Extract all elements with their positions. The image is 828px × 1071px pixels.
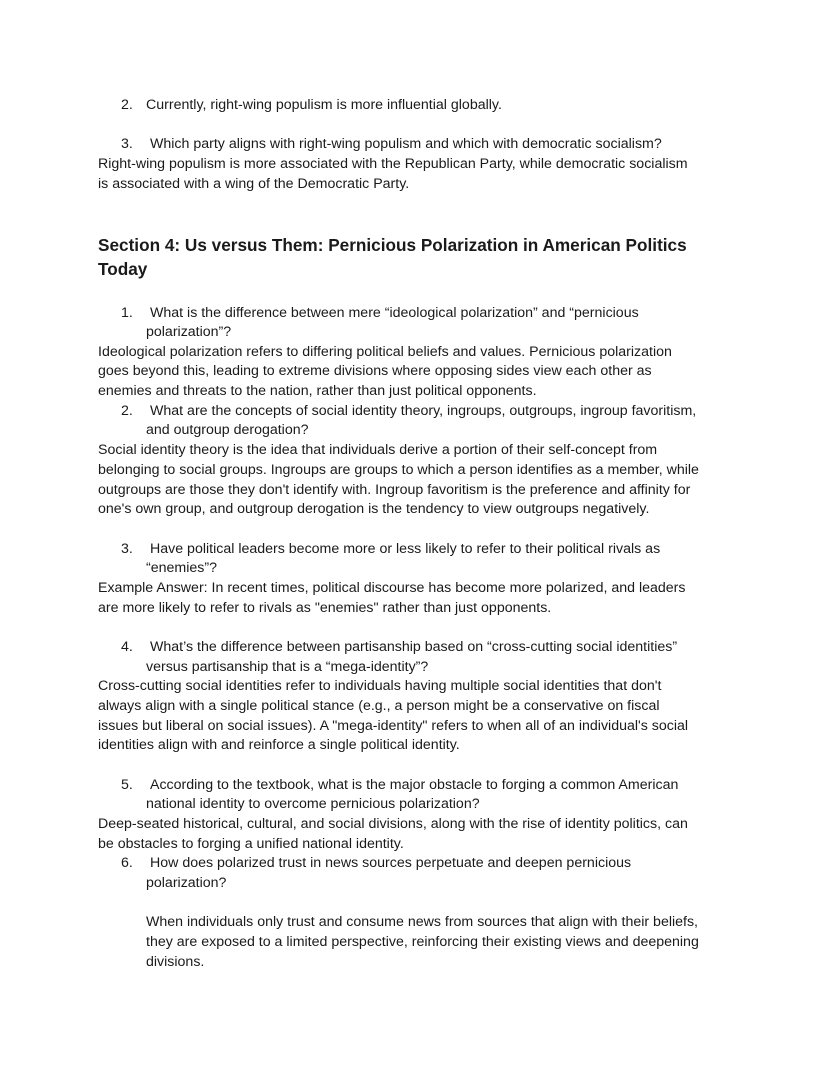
question-text: versus partisanship that is a “mega-identity”? xyxy=(146,659,429,675)
question-text: According to the textbook, what is the major obstacle to forging a common American xyxy=(150,777,679,793)
answer-text: divisions. xyxy=(146,954,205,970)
item-number: 3. xyxy=(121,136,133,152)
question-text: national identity to overcome pernicious polarization? xyxy=(146,796,480,812)
answer-text: they are exposed to a limited perspective, reinforcing their existing views and deepening xyxy=(146,934,699,950)
answer-text: issues but liberal on social issues). A "mega-identity" refers to when all of an individual's social xyxy=(98,718,689,734)
question-text: “enemies”? xyxy=(146,560,217,576)
answer-text: Deep-seated historical, cultural, and social divisions, along with the rise of identity politics, can xyxy=(98,816,688,832)
question-text: How does polarized trust in news sources perpetuate and deepen pernicious xyxy=(150,855,632,871)
question-text: polarization”? xyxy=(146,324,232,340)
answer-text: are more likely to refer to rivals as "enemies" rather than just opponents. xyxy=(98,600,552,616)
answer-text: Currently, right-wing populism is more influential globally. xyxy=(146,97,502,113)
answer-text: Example Answer: In recent times, political discourse has become more polarized, and leaders xyxy=(98,580,686,596)
answer-text: When individuals only trust and consume news from sources that align with their beliefs, xyxy=(146,914,699,930)
answer-text: Ideological polarization refers to differing political beliefs and values. Pernicious polarization xyxy=(98,344,672,360)
question-text: What is the difference between mere “ideological polarization” and “pernicious xyxy=(150,305,639,321)
answer-text: identities align with and reinforce a single political identity. xyxy=(98,737,460,753)
item-number: 4. xyxy=(121,639,133,655)
answer-text: enemies and threats to the nation, rather than just political opponents. xyxy=(98,383,537,399)
answer-text: is associated with a wing of the Democratic Party. xyxy=(98,176,410,192)
answer-text: outgroups are those they don't identify with. Ingroup favoritism is the preference and affinity for xyxy=(98,482,691,498)
section-heading: Section 4: Us versus Them: Pernicious Polarization in American Politics xyxy=(98,235,687,255)
item-number: 2. xyxy=(121,97,133,113)
item-number: 1. xyxy=(121,305,133,321)
answer-text: be obstacles to forging a unified national identity. xyxy=(98,836,404,852)
item-number: 6. xyxy=(121,855,133,871)
answer-text: belonging to social groups. Ingroups are groups to which a person identifies as a member, while xyxy=(98,462,699,478)
question-text: Which party aligns with right-wing populism and which with democratic socialism? xyxy=(150,136,662,152)
question-text: What’s the difference between partisanship based on “cross-cutting social identities” xyxy=(150,639,678,655)
answer-text: goes beyond this, leading to extreme divisions where opposing sides view each other as xyxy=(98,363,652,379)
answer-text: Cross-cutting social identities refer to individuals having multiple social identities that don't xyxy=(98,678,662,694)
answer-text: Right-wing populism is more associated with the Republican Party, while democratic socialism xyxy=(98,156,688,172)
question-text: polarization? xyxy=(146,875,227,891)
item-number: 2. xyxy=(121,403,133,419)
question-text: What are the concepts of social identity theory, ingroups, outgroups, ingroup favoritism, xyxy=(150,403,697,419)
answer-text: one's own group, and outgroup derogation is the tendency to view outgroups negatively. xyxy=(98,501,650,517)
answer-text: Social identity theory is the idea that individuals derive a portion of their self-concept from xyxy=(98,442,658,458)
question-text: and outgroup derogation? xyxy=(146,422,309,438)
answer-text: always align with a single political stance (e.g., a person might be a conservative on fiscal xyxy=(98,698,660,714)
item-number: 3. xyxy=(121,541,133,557)
item-number: 5. xyxy=(121,777,133,793)
section-heading: Today xyxy=(98,259,148,279)
question-text: Have political leaders become more or less likely to refer to their political rivals as xyxy=(150,541,661,557)
